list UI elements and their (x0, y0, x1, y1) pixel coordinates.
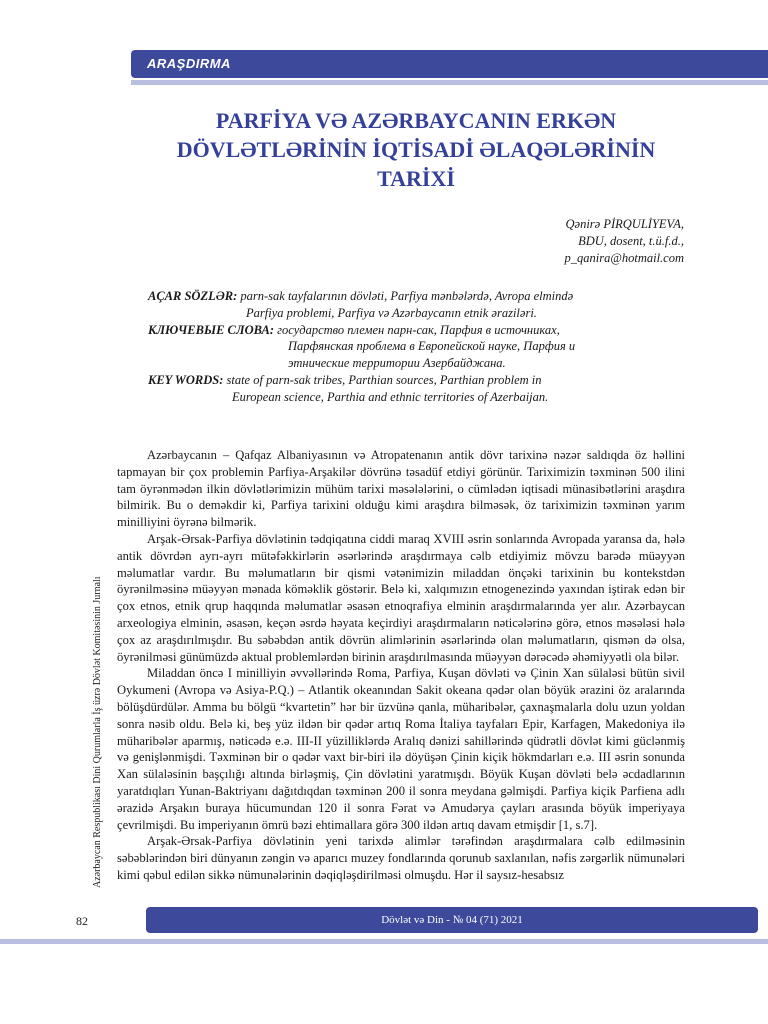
body-paragraph-2: Arşak-Ərsak-Parfiya dövlətinin tədqiqatına ciddi maraq XVIII əsrin sonlarında Avropada yaransa da, hələ antik dövrdən ayrı-ayrı mütəfəkkirlərin əsərlərində araşdırmaya cəlb etdiyimiz mövzu barədə müəyyən məlumatlar vardır. Bu məlumatların bir qismi vətənimizin miladdan önçəki tarixinin bu kontekstdən öyrənilməsinə müəyyən mənada köməklik göstərir. Belə ki, xalqımızın etnogenezində yaxından iştirak edən bir çox etnos, etnik qrup haqqında məlumatlar əsasən etnoqrafiya elminin araşdırmalarında yer alır. Azərbaycan arxeologiya elminin, əsasən, keçən əsrdə həyata keçirdiyi araşdırmaların nəticələrinə görə, etnos məsələsi hələ çox az araşdırılmışdır. Bu səbəbdən antik dövrün alimlərinin əsərlərində olan məlumatların, qismən də olsa, öyrənilməsi günümüzdə aktual problemlərdən birinin araşdırılmasında müəyyən dərəcədə əhəmiyyətli ola bilər. (117, 531, 685, 664)
keywords-ru-text-1: государство племен парн-сак, Парфия в источниках, (274, 322, 560, 337)
footer-divider (0, 939, 768, 944)
journal-side-text: Azərbaycan Respublikası Dini Qurumlarla İş üzrə Dövlət Komitəsinin Jurnalı (92, 576, 103, 888)
title-line-1: PARFİYA VƏ AZƏRBAYCANIN ERKƏN (215, 108, 617, 133)
footer-bar (146, 907, 758, 933)
keywords-en-label: KEY WORDS: (148, 372, 224, 387)
body-paragraph-1: Azərbaycanın – Qafqaz Albaniyasının və Atropatenanın antik dövr tarixinə nəzər saldıqda öz həllini tapmayan bir çox problemin Parfiya-Arşakilər dövrünə təsadüf etdiyi görünür. Tariximizin təxminən 500 ilini tam öyrənmədən ilkin dövlətlərimizin mühüm tarixi məsələlərini, o cümlədən iqtisadi münasibətlərini araşdıra bilmirik. Bu o deməkdir ki, Parfiya tarixini olduğu kimi araşdıra bilməsək, öz tariximizin təxminən yarım minilliyini öyrənə bilmərik. (117, 448, 685, 530)
section-label: ARAŞDIRMA (147, 56, 231, 71)
article-body (117, 447, 685, 884)
section-header-bar (131, 50, 768, 78)
journal-issue: Dövlət və Din - № 04 (71) 2021 (381, 914, 523, 926)
keywords-ru-text-2: Парфянская проблема в Европейской науке, Парфия и (288, 339, 576, 354)
keywords-ru-text-3: этнические территории Азербайджана. (288, 356, 506, 371)
title-line-3: TARİXİ (377, 166, 455, 191)
keywords-az (148, 288, 688, 305)
author-name: Qənirə PİRQULİYEVA, (565, 217, 684, 231)
keywords-en-text-2: European science, Parthia and ethnic territories of Azerbaijan. (232, 389, 549, 404)
author-block (565, 216, 684, 267)
keywords-az-text-1: parn-sak tayfalarının dövləti, Parfiya mənbələrdə, Avropa elmində (237, 289, 574, 303)
keywords-en (148, 372, 688, 389)
author-position: BDU, dosent, t.ü.f.d., (578, 234, 684, 248)
keywords-en-text-1: state of parn-sak tribes, Parthian sources, Parthian problem in (223, 372, 542, 387)
body-paragraph-4: Arşak-Ərsak-Parfiya dövlətinin yeni tarixdə alimlər tərəfindən araşdırmalara cəlb edilməsinin səbəblərindən biri dünyanın zəngin və aparıcı muzey fondlarında qorunub saxlanılan, nəfis zərgərlik nümunələri kimi qəbul edilən sikkə nümunələrinin dəqiqləşdirilməsi olmuşdu. Hər il saysız-hesabsız (117, 834, 685, 882)
keywords-az-label: AÇAR SÖZLƏR: (148, 289, 238, 303)
title-line-2: DÖVLƏTLƏRİNİN İQTİSADİ ƏLAQƏLƏRİNİN (176, 137, 656, 162)
keywords-block (148, 288, 688, 406)
author-email[interactable]: p_qanira@hotmail.com (564, 251, 684, 265)
keywords-az-text-2: Parfiya problemi, Parfiya və Azərbaycanın etnik əraziləri. (246, 305, 537, 320)
keywords-ru-label: КЛЮЧЕВЫЕ СЛОВА: (148, 322, 275, 337)
page-number: 82 (76, 914, 88, 928)
body-paragraph-3: Miladdan öncə I minilliyin əvvəllərində Roma, Parfiya, Kuşan dövləti və Çinin Xan sülaləsi bütün sivil Oykumeni (Avropa və Asiya-P.Q.) – Atlantik okeanından Sakit okeana qədər olan böyük ərazini öz aralarında bölüşdürdülər. Amma bu bölgü “kvartetin” hər bir üzvünə qanla, müharibələr, çaxnaşmalarla dolu uzun yoldan sonra nəsib oldu. Belə ki, beş yüz ildən bir qədər artıq Roma İtaliya tayfaları Epir, Karfagen, Makedoniya ilə müharibələr aparmış, nəticədə e.ə. III-II yüzilliklərdə Aralıq dənizi sahillərində qüdrətli dövlət kimi güclənmiş və genişlənmişdi. Təxminən bir o qədər vaxt bir-biri ilə döyüşən Çinin kiçik hökmdarları e.ə. III əsrin sonunda Xan sülaləsinin başçılığı altında birləşmiş, Çin dövlətini yaratmışdı. Böyük Kuşan dövləti belə əcdadlarının yaratdıqları Yunan-Baktriyanı dağıtdıqdan təxminən 200 il sonra meydana gəlmişdi. Parfiya kiçik Parfiena adlı ərazidə Arşakın buraya hücumundan 120 il sonra Fərat və Amudərya çayları arasında böyük imperiyaya çevrilmişdi. Bu imperiyanın ömrü bəzi ehtimallara görə 300 ildən artıq davam etmişdir [1, s.7]. (117, 666, 685, 832)
article-title (146, 106, 686, 193)
header-divider (131, 80, 768, 85)
keywords-ru (148, 322, 688, 339)
